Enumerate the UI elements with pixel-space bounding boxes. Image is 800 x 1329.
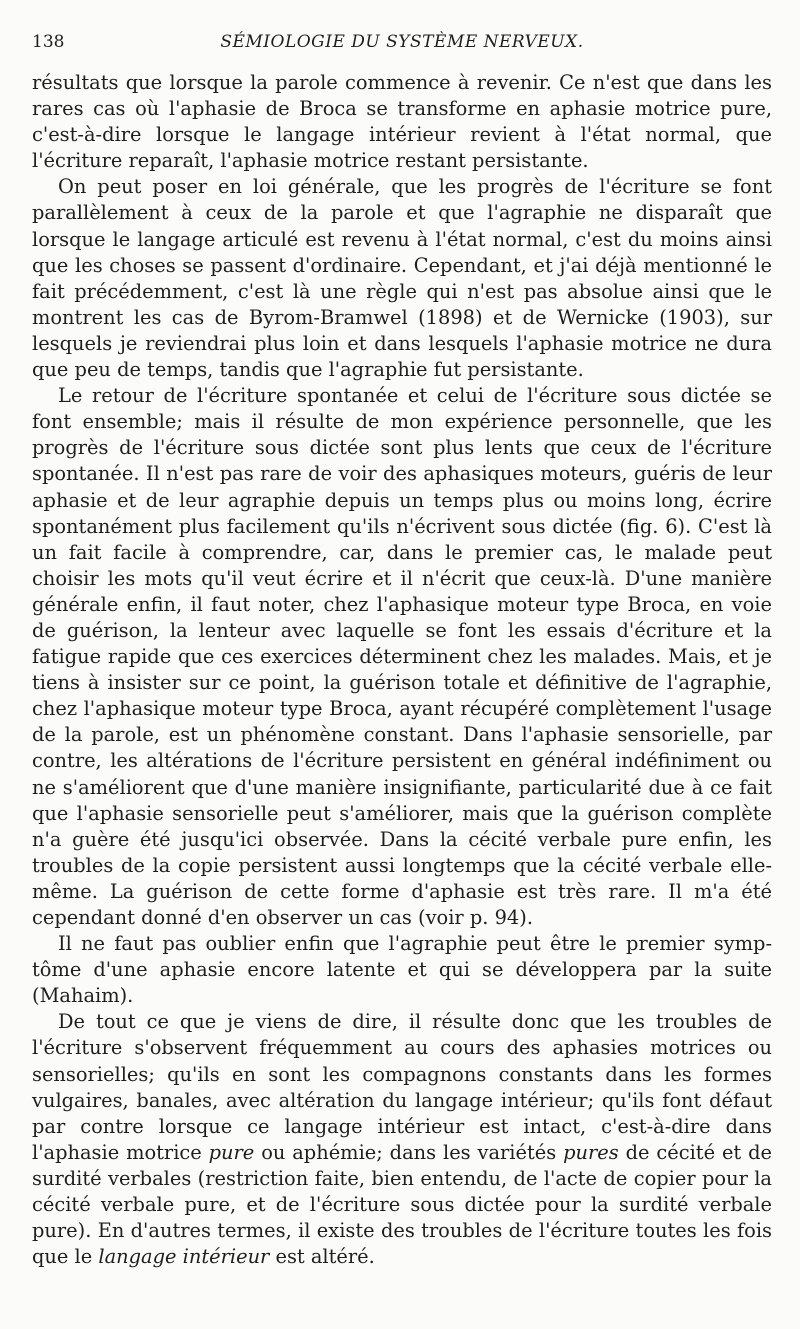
- running-title: SÉMIOLOGIE DU SYSTÈME NERVEUX.: [220, 32, 584, 52]
- paragraph-3: Le retour de l'écriture spontanée et celui de l'écriture sous dictée se font ensemble; mais il résulte de mon expérience personnelle, que les progrès de l'écriture sous dictée sont plus lents que ceux de l'écriture spontanée. Il n'est pas rare de voir des aphasiques moteurs, guéris de leur aphasie et de leur agraphie depuis un temps plus ou moins long, écrire spontanément plus facilement qu'ils n'écrivent sous dictée (fig. 6). C'est là un fait facile à comprendre, car, dans le premier cas, le malade peut choisir les mots qu'il veut écrire et il n'écrit que ceux-là. D'une manière générale enfin, il faut noter, chez l'aphasique moteur type Broca, en voie de guérison, la lenteur avec laquelle se font les essais d'écriture et la fatigue rapide que ces exercices déterminent chez les malades. Mais, et je tiens à insister sur ce point, la guérison totale et définitive de l'agraphie, chez l'aphasique moteur type Broca, ayant récupéré complètement l'usage de la parole, est un phénomène constant. Dans l'aphasie sensorielle, par contre, les altérations de l'écriture persistent en général indéfiniment ou ne s'améliorent que d'une manière insignifiante, particularité due à ce fait que l'aphasie sensorielle peut s'améliorer, mais que la guérison complète n'a guère été jusqu'ici observée. Dans la cécité verbale pure enfin, les troubles de la copie persistent aussi longtemps que la cécité verbale elle-même. La guérison de cette forme d'aphasie est très rare. Il m'a été cependant donné d'en observer un cas (voir p. 94).: [32, 384, 772, 929]
- italic-phrase-langage-interieur: langage intérieur: [98, 1245, 270, 1269]
- paragraph-4: Il ne faut pas oublier enfin que l'agraphie peut être le premier symptôme d'une aphasie encore latente et qui se développera par la suite (Mahaim).: [32, 932, 772, 1008]
- body-text: [32, 70, 772, 1270]
- paragraph-5-text: est altéré.: [269, 1245, 375, 1269]
- italic-word-pures: pures: [563, 1140, 619, 1164]
- paragraph-1: résultats que lorsque la parole commence à revenir. Ce n'est que dans les rares cas où l'aphasie de Broca se transforme en aphasie motrice pure, c'est-à-dire lorsque le langage intérieur revient à l'état normal, que l'écriture reparaît, l'aphasie motrice restant persistante.: [32, 71, 772, 173]
- paragraph-5-text: De tout ce que je viens de dire, il résulte donc que les troubles de l'écriture s'observent fréquemment au cours des aphasies motrices ou sensorielles; qu'ils en sont les compagnons constants dans les formes vulgaires, banales, avec altération du langage intérieur; qu'ils font défaut par contre lorsque ce langage intérieur est intact, c'est-à-dire dans l'aphasie motrice: [32, 1010, 772, 1164]
- italic-word-pure: pure: [208, 1140, 255, 1164]
- paragraph-5-text: ou aphémie; dans les variétés: [254, 1140, 564, 1164]
- running-head: [32, 32, 772, 62]
- page-number: 138: [32, 32, 65, 52]
- book-page: [32, 32, 772, 1270]
- paragraph-5-text: de cécité et de surdité verbales (restriction faite, bien entendu, de l'acte de copier pour la cécité verbale pure, et de l'écriture sous dictée pour la surdité verbale pure). En d'autres termes, il existe des troubles de l'écriture toutes les fois que le: [32, 1140, 772, 1269]
- paragraph-2: On peut poser en loi générale, que les progrès de l'écriture se font parallèlement à ceux de la parole et que l'agraphie ne disparaît que lorsque le langage articulé est revenu à l'état normal, c'est du moins ainsi que les choses se passent d'ordinaire. Cependant, et j'ai déjà mentionné le fait précédemment, c'est là une règle qui n'est pas absolue ainsi que le montrent les cas de Byrom-Bramwel (1898) et de Wernicke (1903), sur lesquels je reviendrai plus loin et dans lesquels l'aphasie motrice ne dura que peu de temps, tandis que l'agraphie fut persistante.: [32, 175, 772, 382]
- paragraph-5: [32, 1009, 772, 1270]
